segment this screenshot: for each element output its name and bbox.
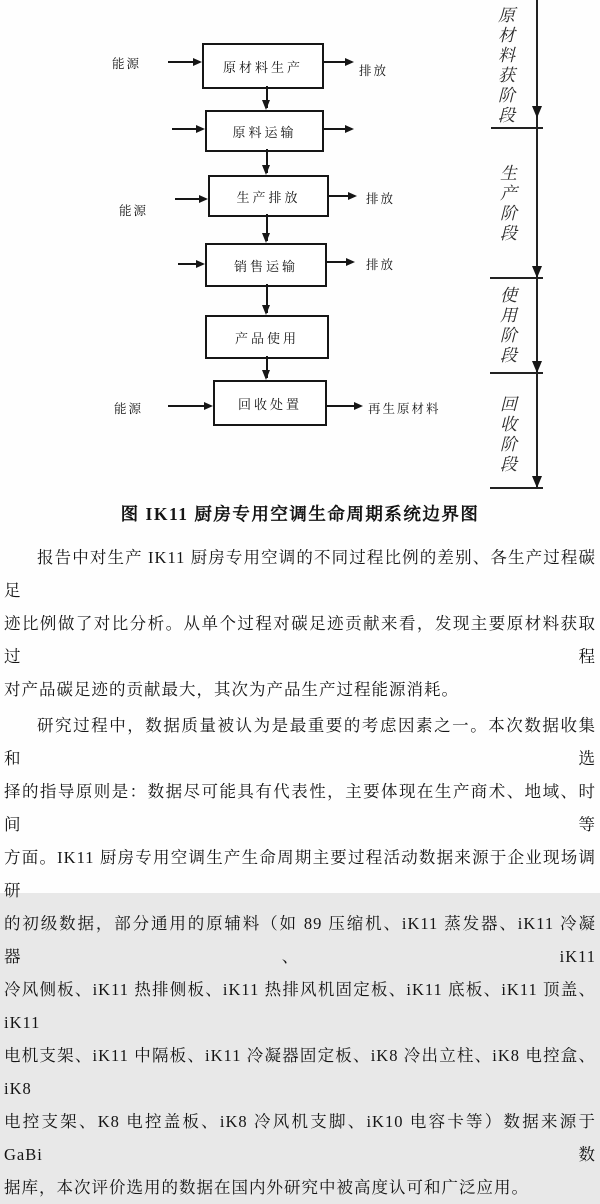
arrow-raw-material-transport-to-emission	[322, 128, 352, 130]
arrow-raw-material-production-to-emission	[322, 61, 352, 63]
lifecycle-flowchart	[0, 0, 600, 500]
arrow-sales-transport-to-emission	[325, 261, 353, 263]
stage-divider-1	[491, 127, 543, 129]
text-line: 电机支架、iK11 中隔板、iK11 冷凝器固定板、iK8 冷出立柱、iK8 电控盒、iK8	[4, 1046, 596, 1098]
arrow-box4-to-box5	[266, 284, 268, 313]
arrow-into-sales-transport	[178, 263, 203, 265]
stage-label-recycling: 回收阶段	[497, 395, 516, 475]
arrow-box1-to-box2	[266, 86, 268, 108]
paragraph-2	[4, 709, 596, 1204]
flow-box-recycling-disposal	[213, 380, 327, 426]
energy-label-3: 能源	[114, 402, 144, 416]
arrow-energy-to-recycling-disposal	[168, 405, 211, 407]
text-line: 对产品碳足迹的贡献最大，其次为产品生产过程能源消耗。	[4, 680, 459, 699]
flow-box-label: 产品使用	[234, 330, 299, 346]
text-line: 迹比例做了对比分析。从单个过程对碳足迹贡献来看，发现主要原材料获取过程	[4, 614, 596, 666]
stage-divider-3	[490, 372, 543, 374]
arrow-energy-to-production-emission	[175, 198, 206, 200]
arrow-box5-to-box6	[266, 356, 268, 378]
flow-box-production-emission	[208, 175, 329, 217]
arrow-box2-to-box3	[266, 149, 268, 173]
stage-axis-line	[536, 0, 538, 488]
flow-box-label: 原料运输	[232, 124, 297, 140]
emission-label-2: 排放	[366, 192, 396, 206]
flow-box-sales-transport	[205, 243, 327, 287]
figure-caption: 图 IK11 厨房专用空调生命周期系统边界图	[120, 504, 480, 524]
energy-label-2: 能源	[119, 204, 149, 218]
arrow-recycling-to-recycled-material	[325, 405, 361, 407]
stage-label-production: 生产阶段	[497, 164, 516, 244]
energy-label-1: 能源	[112, 57, 142, 71]
flow-box-product-use	[205, 315, 329, 359]
flow-box-label: 原材料生产	[222, 59, 303, 75]
text-line: 电控支架、K8 电控盖板、iK8 冷风机支脚、iK10 电容卡等）数据来源于 GaBi 数	[4, 1112, 596, 1164]
flow-box-raw-material-transport	[205, 110, 324, 152]
text-line: 的初级数据，部分通用的原辅料（如 89 压缩机、iK11 蒸发器、iK11 冷凝器、iK11	[4, 914, 596, 966]
text-line: 冷风侧板、iK11 热排侧板、iK11 热排风机固定板、iK11 底板、iK11 顶盖、iK11	[4, 980, 596, 1032]
stage-label-raw-material-acquisition: 原材料获阶段	[495, 6, 514, 126]
body-text	[4, 541, 596, 1204]
text-line: 方面。IK11 厨房专用空调生产生命周期主要过程活动数据来源于企业现场调研	[4, 848, 596, 900]
arrow-into-raw-material-transport	[172, 128, 203, 130]
flow-box-label: 回收处置	[237, 396, 302, 412]
stage-label-use: 使用阶段	[497, 286, 516, 366]
emission-label-3: 排放	[366, 258, 396, 272]
stage-divider-4	[490, 487, 543, 489]
paragraph-1	[4, 541, 596, 706]
flow-box-label: 生产排放	[236, 189, 301, 205]
flow-box-raw-material-production	[202, 43, 324, 89]
text-line: 择的指导原则是：数据尽可能具有代表性，主要体现在生产商术、地域、时间等	[4, 782, 596, 834]
text-line: 研究过程中，数据质量被认为是最重要的考虑因素之一。本次数据收集和选	[4, 716, 596, 768]
emission-label-1: 排放	[359, 64, 389, 78]
arrow-production-emission-to-emission	[327, 195, 355, 197]
text-line: 报告中对生产 IK11 厨房专用空调的不同过程比例的差别、各生产过程碳足	[4, 548, 596, 600]
flow-box-label: 销售运输	[233, 258, 298, 274]
text-line: 据库，本次评价选用的数据在国内外研究中被高度认可和广泛应用。	[4, 1178, 529, 1197]
arrow-energy-to-raw-material-production	[168, 61, 200, 63]
recycled-material-label: 再生原材料	[368, 402, 441, 416]
stage-axis-arrowhead-1	[532, 106, 542, 118]
stage-divider-2	[490, 277, 543, 279]
arrow-box3-to-box4	[266, 214, 268, 241]
